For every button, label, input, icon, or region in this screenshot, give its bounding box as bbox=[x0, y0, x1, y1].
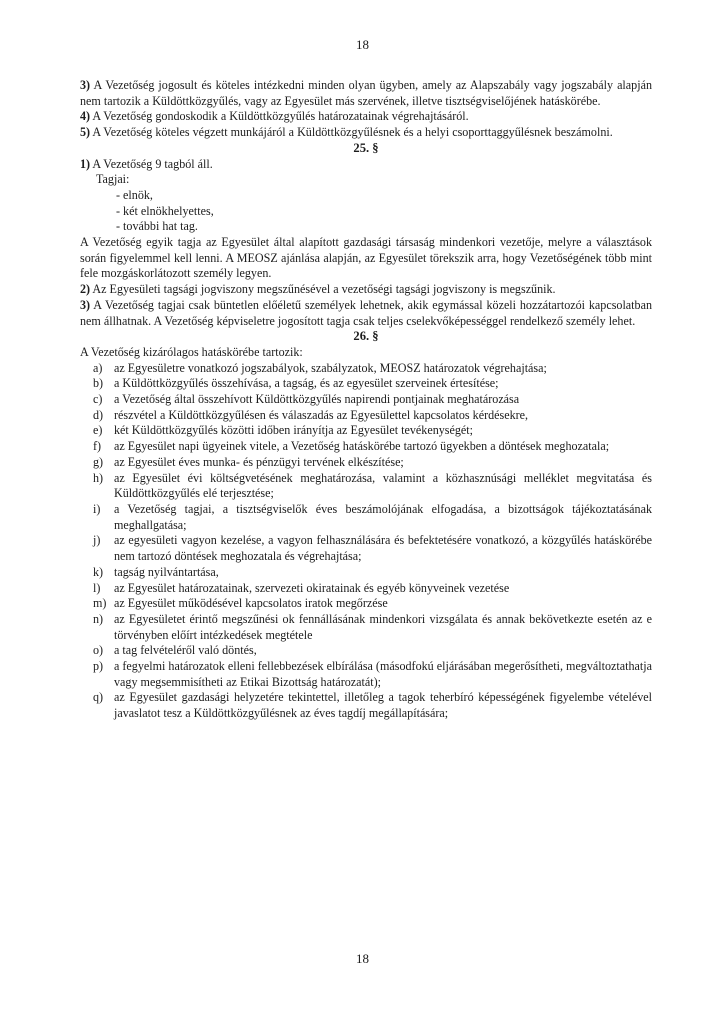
list-item bbox=[80, 439, 652, 455]
s25-paragraph-3 bbox=[80, 298, 652, 329]
page-number-top: 18 bbox=[356, 37, 369, 52]
list-item bbox=[80, 581, 652, 597]
competence-list bbox=[80, 361, 652, 722]
list-item bbox=[80, 423, 652, 439]
list-item-label: h) bbox=[93, 470, 104, 485]
list-item bbox=[80, 376, 652, 392]
list-item-label: f) bbox=[93, 439, 102, 454]
list-item-text: az Egyesület éves munka- és pénzügyi tervének elkészítése; bbox=[114, 454, 404, 469]
list-item bbox=[80, 690, 652, 721]
list-item-text: az Egyesület határozatainak, szervezeti okiratainak és egyéb könyveinek vezetése bbox=[114, 580, 510, 595]
list-item-label: e) bbox=[93, 423, 103, 438]
list-item bbox=[80, 643, 652, 659]
s25-paragraph-1-continued: A Vezetőség egyik tagja az Egyesület által alapított gazdasági társaság mindenkori vezetője, melyre a választások során figyelemmel kell lenni. A MEOSZ ajánlása alapján, az Egyesület törekszik arra, hogy Vezetőségének több mint fele mozgáskorlátozott személy legyen. bbox=[80, 235, 652, 281]
list-item bbox=[80, 612, 652, 643]
paragraph-text: Az Egyesületi tagsági jogviszony megszűnésével a vezetőségi tagsági jogviszony is megszűnik. bbox=[90, 282, 556, 297]
list-item bbox=[80, 361, 652, 377]
list-item-label: m) bbox=[93, 596, 107, 611]
paragraph-number: 2) bbox=[80, 282, 91, 297]
paragraph-text: A Vezetőség jogosult és köteles intézkedni minden olyan ügyben, amely az Alapszabály vagy jogszabály alapján nem tartozik a Küldöttközgyűlés, vagy az Egyesület más szervének, illetve tisztségviselőjének hatáskörébe. bbox=[80, 78, 652, 108]
list-item-text: az Egyesületre vonatkozó jogszabályok, szabályzatok, MEOSZ határozatok végrehajtása; bbox=[114, 360, 547, 375]
list-item-label: g) bbox=[93, 454, 104, 469]
section-26 bbox=[80, 345, 652, 722]
list-item-label: q) bbox=[93, 690, 104, 705]
paragraph-number: 3) bbox=[80, 78, 91, 92]
list-item-label: c) bbox=[93, 392, 103, 407]
list-item bbox=[80, 455, 652, 471]
paragraph-4 bbox=[80, 109, 652, 125]
s25-paragraph-1 bbox=[80, 157, 652, 173]
paragraph-number: 3) bbox=[80, 297, 91, 312]
list-item bbox=[80, 596, 652, 612]
list-item bbox=[80, 408, 652, 424]
paragraph-text: A Vezetőség 9 tagból áll. bbox=[90, 156, 213, 171]
list-item-text: a tag felvételéről való döntés, bbox=[114, 643, 257, 658]
list-item-text: az egyesületi vagyon kezelése, a vagyon felhasználására és befektetésére vonatkozó, a közgyűlés hatáskörébe nem tartozó döntések meghozatala és végrehajtása; bbox=[114, 533, 652, 564]
list-item-text: a Küldöttközgyűlés összehívása, a tagság, és az egyesület szerveinek értesítése; bbox=[114, 376, 499, 391]
paragraph-number: 5) bbox=[80, 125, 91, 140]
paragraph-text: A Vezetőség tagjai csak büntetlen előéletű személyek lehetnek, akik egymással közeli hozzátartozói kapcsolatban nem állhatnak. A Vezetőség képviseletre jogosított tagja csak teljes cselekvőképességgel rendelkező személy lehet. bbox=[80, 297, 652, 328]
list-item bbox=[80, 533, 652, 564]
list-item-text: az Egyesület működésével kapcsolatos iratok megőrzése bbox=[114, 596, 388, 611]
members-label: Tagjai: bbox=[96, 172, 130, 187]
list-item-text: tagság nyilvántartása, bbox=[114, 564, 219, 579]
list-item-label: d) bbox=[93, 407, 104, 422]
list-item-label: i) bbox=[93, 501, 101, 516]
paragraph-number: 4) bbox=[80, 109, 91, 124]
list-item bbox=[80, 392, 652, 408]
list-item-label: a) bbox=[93, 360, 103, 375]
list-item-label: k) bbox=[93, 564, 104, 579]
member-item: - két elnökhelyettes, bbox=[116, 203, 214, 218]
section-24-continuation bbox=[80, 78, 652, 141]
list-item-text: az Egyesület napi ügyeinek vitele, a Vezetőség hatáskörébe tartozó ügyekben a döntések meghozatala; bbox=[114, 439, 610, 454]
paragraph-3 bbox=[80, 78, 652, 109]
paragraph-number: 1) bbox=[80, 156, 91, 171]
list-item-label: o) bbox=[93, 643, 104, 658]
paragraph-text: A Vezetőség köteles végzett munkájáról a Küldöttközgyűlésnek és a helyi csoporttaggyűlésnek beszámolni. bbox=[90, 125, 613, 140]
list-item bbox=[80, 659, 652, 690]
paragraph-text: A Vezetőség gondoskodik a Küldöttközgyűlés határozatainak végrehajtásáról. bbox=[90, 109, 469, 124]
paragraph-5 bbox=[80, 125, 652, 141]
list-item-text: az Egyesület évi költségvetésének meghatározása, valamint a közhasznúsági melléklet megvitatása és Küldöttközgyűlés elé terjesztése; bbox=[114, 470, 652, 501]
list-item bbox=[80, 565, 652, 581]
section-25-heading: 25. § bbox=[353, 140, 379, 155]
list-item-text: két Küldöttközgyűlés közötti időben irányítja az Egyesület tevékenységét; bbox=[114, 423, 474, 438]
list-item-text: a Vezetőség által összehívott Küldöttközgyűlés napirendi pontjainak meghatározása bbox=[114, 392, 520, 407]
section-26-heading: 26. § bbox=[353, 329, 379, 344]
list-item-text: a fegyelmi határozatok elleni fellebbezések elbírálása (másodfokú eljárásában megerősítheti, megváltoztathatja vagy megsemmisítheti az Etikai Bizottság határozatát); bbox=[114, 659, 652, 689]
list-item-label: b) bbox=[93, 376, 104, 391]
list-item-label: n) bbox=[93, 611, 104, 626]
list-item-text: a Vezetőség tagjai, a tisztségviselők éves beszámolójának elfogadása, a bizottságok tájékoztatásának meghallgatása; bbox=[114, 501, 652, 532]
member-item: - további hat tag. bbox=[116, 219, 198, 234]
section-25 bbox=[80, 157, 652, 330]
document-body bbox=[80, 78, 652, 722]
list-item-label: p) bbox=[93, 659, 104, 674]
list-item-label: l) bbox=[93, 580, 101, 595]
list-item-text: az Egyesület gazdasági helyzetére tekintettel, illetőleg a tagok teherbíró képességének figyelembe vételével javaslatot tesz a Küldöttközgyűlésnek az éves tagdíj megállapítására; bbox=[114, 690, 652, 721]
list-item-label: j) bbox=[93, 533, 101, 548]
page-number-bottom: 18 bbox=[356, 951, 369, 966]
s25-paragraph-2 bbox=[80, 282, 652, 298]
member-item: - elnök, bbox=[116, 187, 153, 202]
list-item bbox=[80, 471, 652, 502]
s26-intro: A Vezetőség kizárólagos hatáskörébe tartozik: bbox=[80, 344, 303, 359]
list-item-text: részvétel a Küldöttközgyűlésen és válaszadás az Egyesülettel kapcsolatos kérdésekre, bbox=[114, 407, 529, 422]
list-item-text: az Egyesületet érintő megszűnési ok fennállásának mindenkori vizsgálata és annak bekövetkezte esetén az e törvényben előírt intézkedések megtétele bbox=[114, 611, 652, 642]
list-item bbox=[80, 502, 652, 533]
